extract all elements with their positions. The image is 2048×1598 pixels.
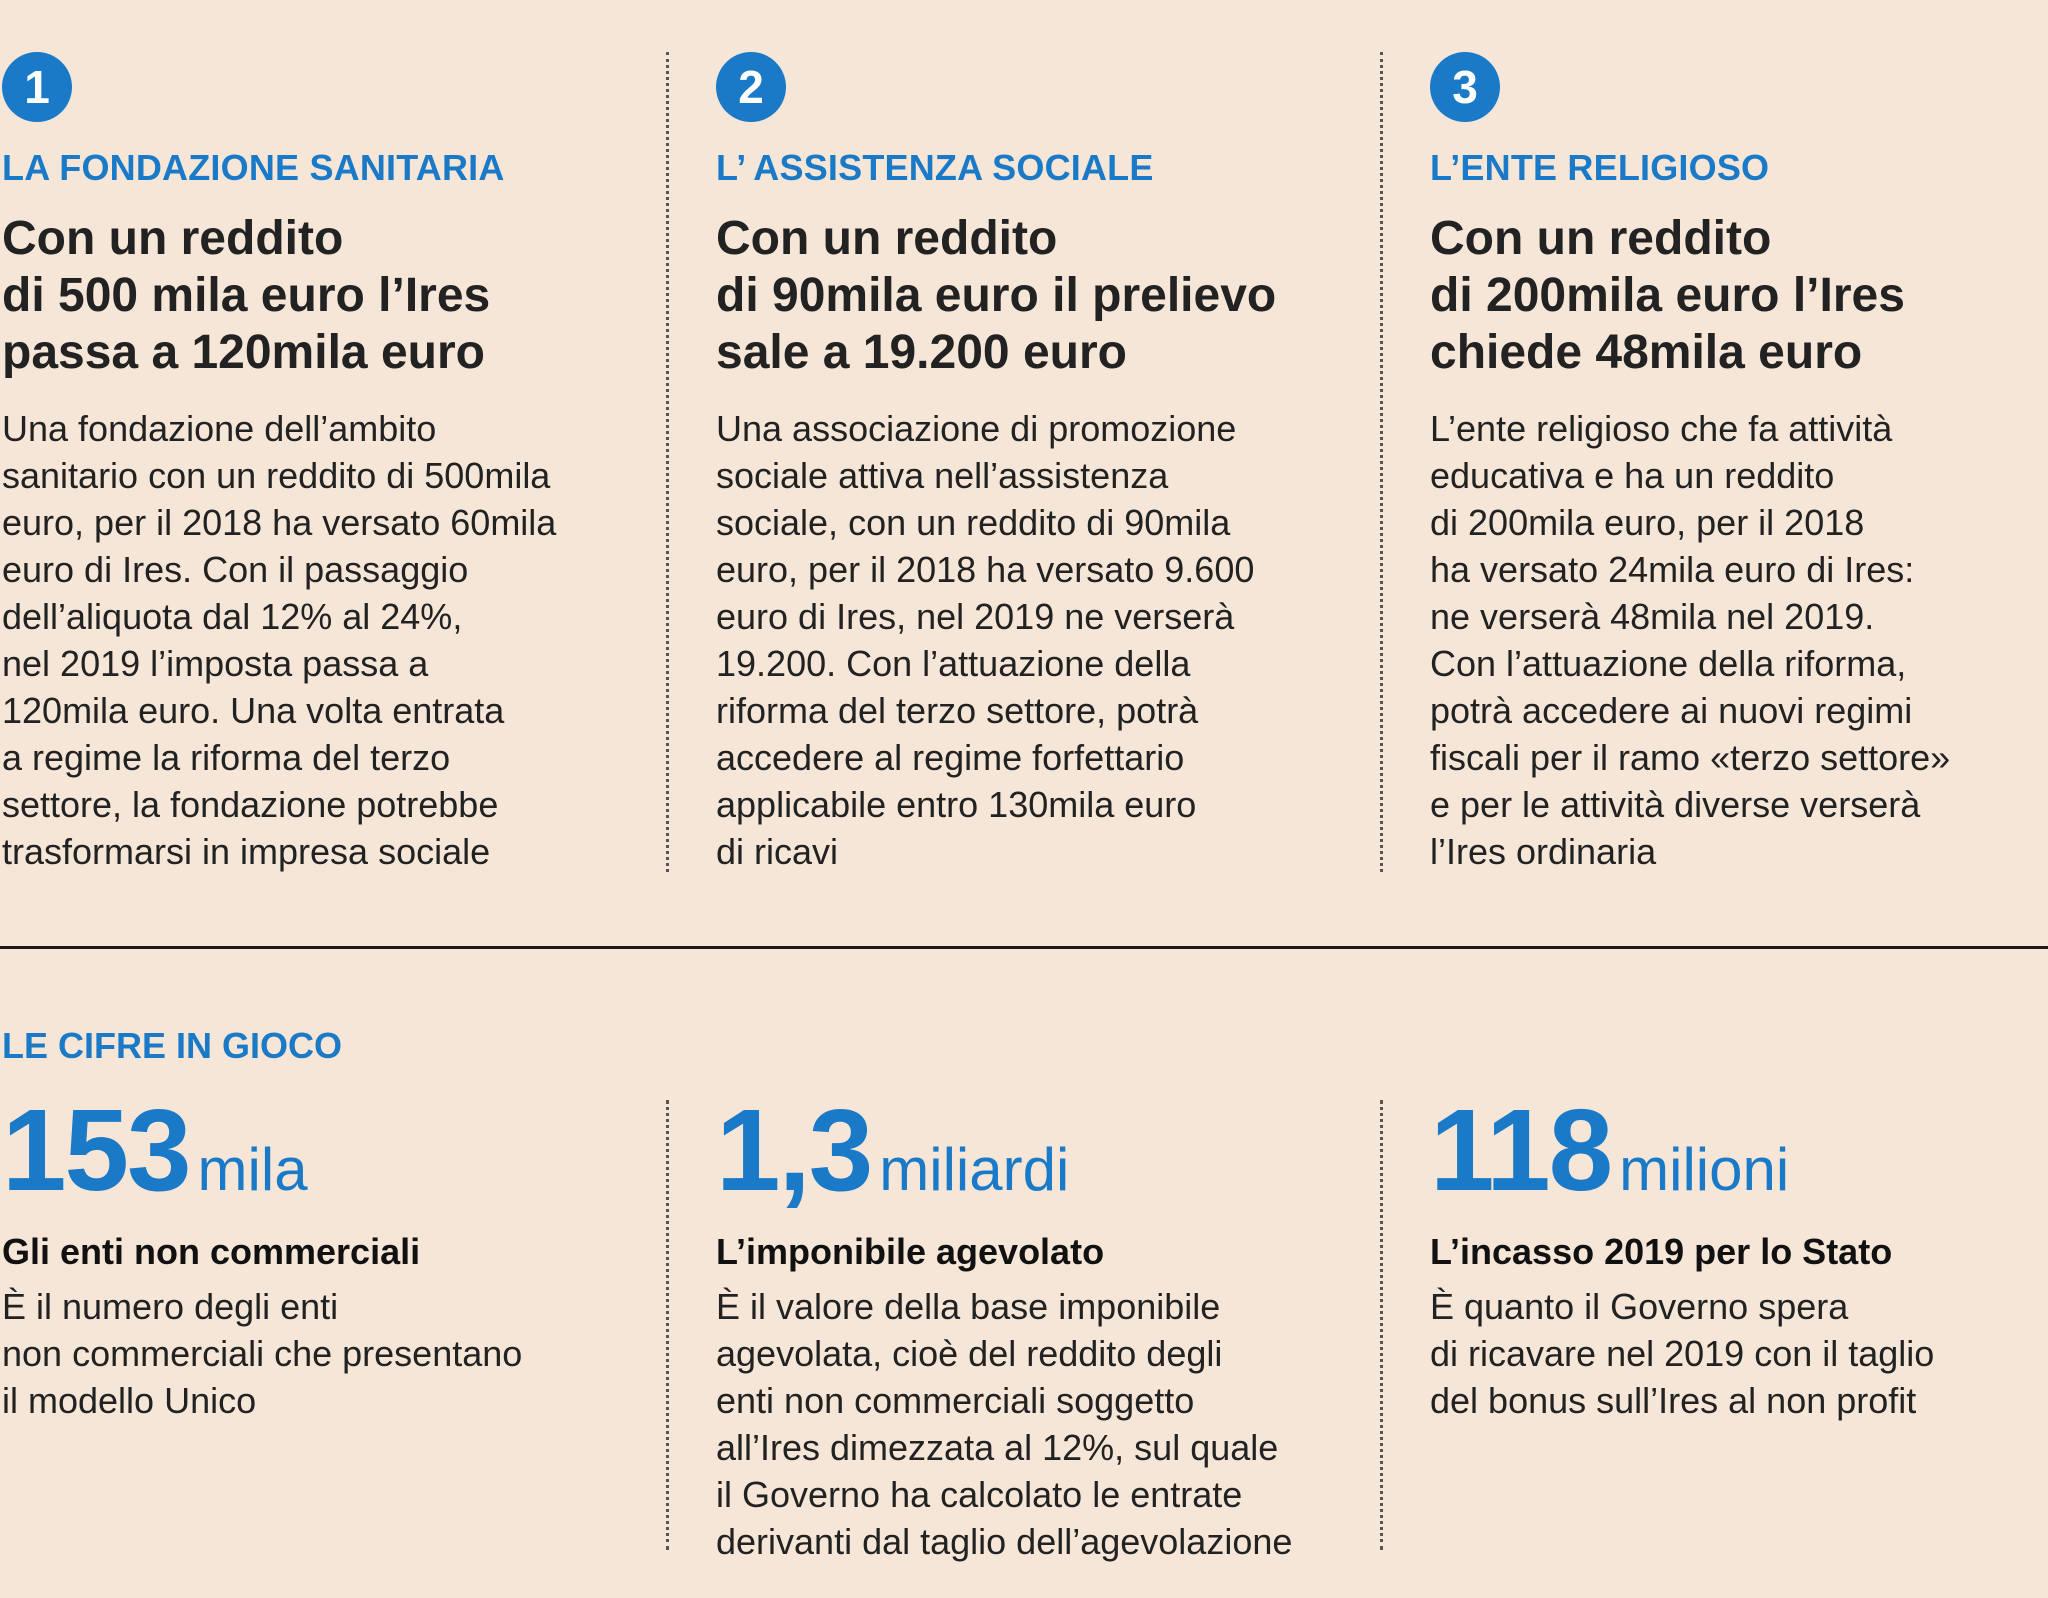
case-body — [1430, 405, 2042, 875]
body-line: euro di Ires, nel 2019 ne verserà — [716, 595, 1235, 637]
figure-number: 153 — [2, 1085, 190, 1215]
body-line: il modello Unico — [2, 1380, 257, 1422]
body-line: del bonus sull’Ires al non profit — [1430, 1380, 1917, 1422]
body-line: applicabile entro 130mila euro — [716, 783, 1197, 825]
body-line: sociale attiva nell’assistenza — [716, 454, 1169, 496]
case-kicker: L’ ASSISTENZA SOCIALE — [716, 147, 1154, 188]
case-body — [2, 405, 652, 875]
headline-line: Con un reddito — [716, 211, 1058, 265]
case-headline — [1430, 210, 2042, 381]
body-line: il Governo ha calcolato le entrate — [716, 1474, 1243, 1516]
body-line: accedere al regime forfettario — [716, 736, 1185, 778]
case-headline — [716, 210, 1366, 381]
figure-unit: mila — [197, 1136, 308, 1203]
column-divider — [1380, 1100, 1383, 1550]
body-line: settore, la fondazione potrebbe — [2, 783, 499, 825]
figure-number: 1,3 — [716, 1085, 872, 1215]
body-line: nel 2019 l’imposta passa a — [2, 642, 429, 684]
column-divider — [666, 52, 669, 872]
headline-line: Con un reddito — [1430, 211, 1772, 265]
case-number-badge: 1 — [2, 52, 72, 122]
headline-line: passa a 120mila euro — [2, 325, 485, 379]
figure-label: L’incasso 2019 per lo Stato — [1430, 1231, 1893, 1272]
body-line: trasformarsi in impresa sociale — [2, 830, 491, 872]
body-line: potrà accedere ai nuovi regimi — [1430, 689, 1913, 731]
case-column-2 — [716, 52, 1366, 875]
case-column-1 — [2, 52, 652, 875]
body-line: euro di Ires. Con il passaggio — [2, 548, 469, 590]
body-line: 120mila euro. Una volta entrata — [2, 689, 505, 731]
body-line: Una fondazione dell’ambito — [2, 407, 437, 449]
case-headline — [2, 210, 652, 381]
case-number-badge: 3 — [1430, 52, 1500, 122]
figures-section-title: LE CIFRE IN GIOCO — [2, 1025, 343, 1066]
body-line: l’Ires ordinaria — [1430, 830, 1657, 872]
body-line: e per le attività diverse verserà — [1430, 783, 1921, 825]
case-column-3 — [1430, 52, 2042, 875]
column-divider — [666, 1100, 669, 1550]
figure-body — [716, 1283, 1366, 1565]
body-line: È il numero degli enti — [2, 1286, 339, 1328]
body-line: euro, per il 2018 ha versato 9.600 — [716, 548, 1255, 590]
column-divider — [1380, 52, 1383, 872]
body-line: a regime la riforma del terzo — [2, 736, 451, 778]
figure-value — [716, 1085, 1366, 1215]
body-line: sanitario con un reddito di 500mila — [2, 454, 551, 496]
body-line: L’ente religioso che fa attività — [1430, 407, 1893, 449]
figure-column-1 — [2, 1085, 652, 1424]
headline-line: Con un reddito — [2, 211, 344, 265]
body-line: Con l’attuazione della riforma, — [1430, 642, 1907, 684]
section-divider — [0, 946, 2048, 949]
body-line: ha versato 24mila euro di Ires: — [1430, 548, 1915, 590]
figure-value — [1430, 1085, 2042, 1215]
headline-line: chiede 48mila euro — [1430, 325, 1863, 379]
body-line: di ricavare nel 2019 con il taglio — [1430, 1333, 1935, 1375]
headline-line: di 90mila euro il prelievo — [716, 268, 1277, 322]
figure-column-2 — [716, 1085, 1366, 1565]
figure-body — [1430, 1283, 2042, 1424]
figure-column-3 — [1430, 1085, 2042, 1424]
figure-value — [2, 1085, 652, 1215]
body-line: ne verserà 48mila nel 2019. — [1430, 595, 1875, 637]
body-line: fiscali per il ramo «terzo settore» — [1430, 736, 1951, 778]
body-line: non commerciali che presentano — [2, 1333, 523, 1375]
body-line: all’Ires dimezzata al 12%, sul quale — [716, 1427, 1279, 1469]
case-body — [716, 405, 1366, 875]
headline-line: di 500 mila euro l’Ires — [2, 268, 491, 322]
figure-unit: milioni — [1619, 1136, 1790, 1203]
body-line: È quanto il Governo spera — [1430, 1286, 1849, 1328]
body-line: educativa e ha un reddito — [1430, 454, 1835, 496]
body-line: di ricavi — [716, 830, 839, 872]
headline-line: sale a 19.200 euro — [716, 325, 1127, 379]
body-line: sociale, con un reddito di 90mila — [716, 501, 1231, 543]
body-line: di 200mila euro, per il 2018 — [1430, 501, 1865, 543]
body-line: derivanti dal taglio dell’agevolazione — [716, 1521, 1293, 1563]
body-line: euro, per il 2018 ha versato 60mila — [2, 501, 557, 543]
case-number-badge: 2 — [716, 52, 786, 122]
case-kicker: L’ENTE RELIGIOSO — [1430, 147, 1770, 188]
figure-number: 118 — [1430, 1085, 1612, 1215]
body-line: riforma del terzo settore, potrà — [716, 689, 1199, 731]
figure-unit: miliardi — [879, 1136, 1070, 1203]
headline-line: di 200mila euro l’Ires — [1430, 268, 1905, 322]
figure-body — [2, 1283, 652, 1424]
body-line: dell’aliquota dal 12% al 24%, — [2, 595, 463, 637]
body-line: agevolata, cioè del reddito degli — [716, 1333, 1223, 1375]
body-line: enti non commerciali soggetto — [716, 1380, 1195, 1422]
figure-label: Gli enti non commerciali — [2, 1231, 421, 1272]
case-kicker: LA FONDAZIONE SANITARIA — [2, 147, 505, 188]
body-line: Una associazione di promozione — [716, 407, 1237, 449]
figure-label: L’imponibile agevolato — [716, 1231, 1105, 1272]
body-line: 19.200. Con l’attuazione della — [716, 642, 1191, 684]
body-line: È il valore della base imponibile — [716, 1286, 1221, 1328]
